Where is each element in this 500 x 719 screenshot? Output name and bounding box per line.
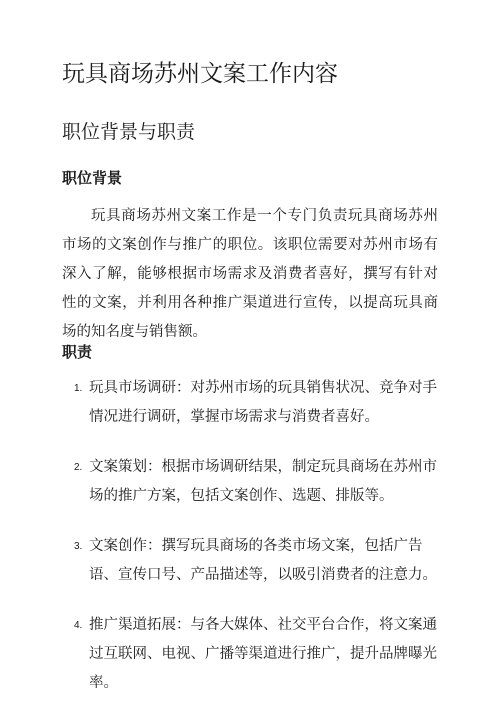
list-item-number: 4. xyxy=(74,620,83,631)
background-paragraph: 玩具商场苏州文案工作是一个专门负责玩具商场苏州市场的文案创作与推广的职位。该职位需要对苏州市场有深入了解，能够根据市场需求及消费者喜好，撰写有针对性的文案，并利用各种推广渠道进行宣传，以提高玩具商场的知名度与销售额。 xyxy=(62,208,438,340)
list-item xyxy=(62,374,442,432)
list-item xyxy=(62,611,442,698)
duties-heading: 职责 xyxy=(62,343,93,361)
list-item xyxy=(62,532,442,590)
list-item-number: 1. xyxy=(74,383,83,394)
list-item-number: 2. xyxy=(74,462,83,473)
list-item-text: 推广渠道拓展：与各大媒体、社交平台合作，将文案通过互联网、电视、广播等渠道进行推广，提升品牌曝光率。 xyxy=(89,617,437,691)
list-item xyxy=(62,453,442,511)
duties-list xyxy=(62,374,442,719)
document-title: 玩具商场苏州文案工作内容 xyxy=(62,61,338,87)
list-item-text: 玩具市场调研：对苏州市场的玩具销售状况、竞争对手情况进行调研，掌握市场需求与消费者喜好。 xyxy=(89,380,437,425)
section-title: 职位背景与职责 xyxy=(62,121,196,143)
background-heading: 职位背景 xyxy=(62,169,123,187)
list-item-number: 3. xyxy=(74,541,83,552)
list-item-text: 文案创作：撰写玩具商场的各类市场文案，包括广告语、宣传口号、产品描述等，以吸引消费者的注意力。 xyxy=(89,538,437,583)
list-item-text: 文案策划：根据市场调研结果，制定玩具商场在苏州市场的推广方案，包括文案创作、选题、排版等。 xyxy=(89,459,437,504)
